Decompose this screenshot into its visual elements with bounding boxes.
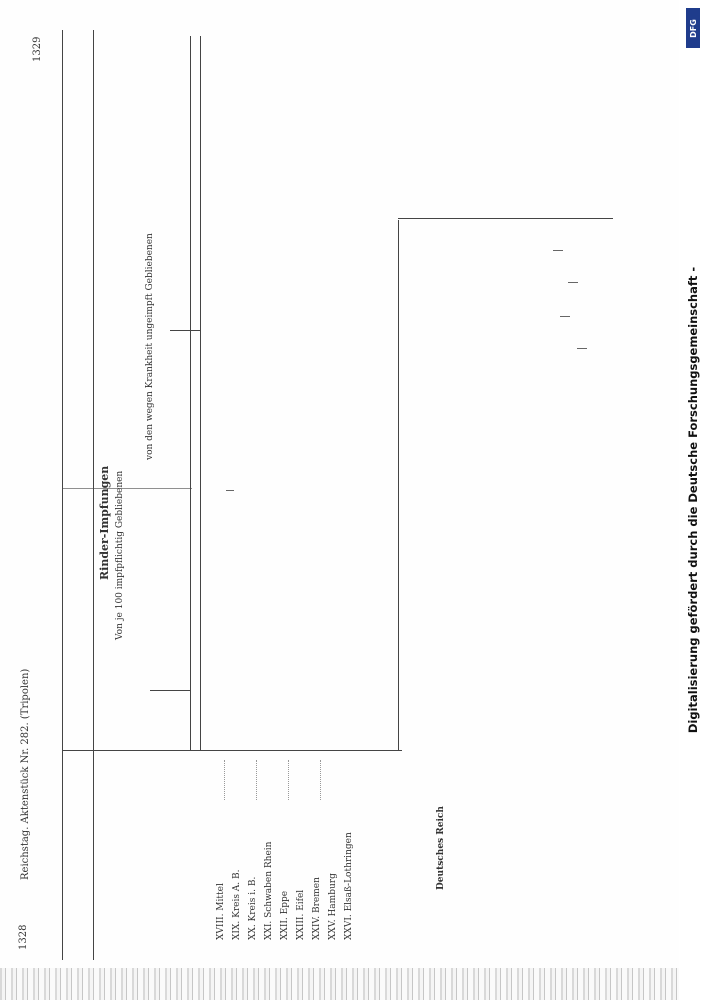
row-label: XXIII. Eifel (296, 889, 306, 940)
page-number-right: 1329 (32, 36, 43, 62)
dash-mark (226, 490, 234, 491)
header-rule (170, 330, 200, 331)
section-caption-upper: Von je 100 impfpflichtig Gebliebenen (115, 470, 125, 640)
table-rule (62, 750, 402, 751)
section-heading: Rinder-Impfungen (98, 465, 111, 580)
table-rule (200, 36, 201, 751)
row-label: XXVI. Elsaß-Lothringen (344, 832, 354, 940)
table-rule (62, 488, 192, 489)
scan-edge-noise (0, 968, 679, 1000)
row-label: XXII. Eppe (280, 890, 290, 940)
row-label: XXI. Schwaben Rhein (264, 841, 274, 940)
dash-mark (553, 250, 563, 251)
dotted-leader (320, 760, 321, 800)
table-rule (398, 220, 399, 750)
table-rule (190, 36, 191, 751)
table-rule (62, 30, 63, 960)
row-label: XXIV. Bremen (312, 877, 322, 940)
page-title-left: Reichstag. Aktenstück Nr. 282. (Tripolen) (20, 668, 31, 880)
section-caption-lower: von den wegen Krankheit ungeimpft Gebliebenen (145, 233, 155, 460)
dotted-leader (256, 760, 257, 800)
dotted-leader (224, 760, 225, 800)
dfg-logo: DFG (686, 8, 700, 48)
row-label: XX. Kreis i. B. (248, 876, 258, 940)
dash-mark (560, 316, 570, 317)
row-label: XXV. Hamburg (328, 873, 338, 940)
total-row-label: Deutsches Reich (436, 806, 446, 890)
dash-mark (577, 348, 587, 349)
dash-mark (568, 282, 578, 283)
row-label: XVIII. Mittel (216, 883, 226, 940)
dotted-leader (288, 760, 289, 800)
digitization-watermark: Digitalisierung gefördert durch die Deutsche Forschungsgemeinschaft - (686, 266, 700, 734)
header-rule (150, 690, 190, 691)
table-rule (398, 218, 613, 219)
table-rule (93, 30, 94, 960)
page-number-left: 1328 (18, 924, 29, 950)
row-label: XIX. Kreis A. B. (232, 869, 242, 940)
